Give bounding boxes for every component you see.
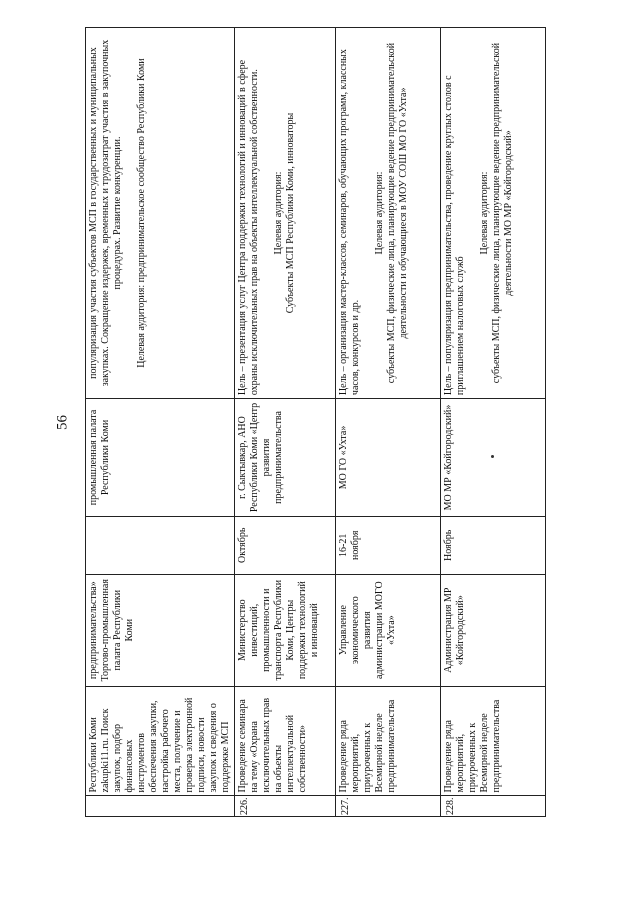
organizer-cell: Администрация МР «Койгородский» xyxy=(441,574,546,686)
place-cell: МО МР «Койгородский» xyxy=(441,399,546,517)
event-cell: Республики Коми zakupki11.ru. Поиск закупок, подбор финансовых инструментов обеспечения закупки, настройка рабочего места, получение и проверка электронной подписи, новости закупок и сведения о поддержке МСП xyxy=(86,686,235,796)
page-number: 56 xyxy=(54,415,71,430)
rotated-page-area xyxy=(85,0,585,905)
event-cell: Проведение семинара на тему «Охрана исключительных прав на объекты интеллектуальной собственности» xyxy=(235,686,336,796)
audience-text: субъекты МСП, физические лица, планирующие ведение предпринимательской деятельности МО МР «Койгородский» xyxy=(491,42,514,384)
goal-text: Цель – организация мастер-классов, семинаров, обучающих программ, классных часов, конкурсов и др. xyxy=(338,49,361,396)
goal-cell xyxy=(441,28,546,399)
organizer-cell: Управление экономического развития администрации МОГО «Ухта» xyxy=(336,574,441,686)
table-row xyxy=(441,28,546,817)
audience-text: Субъекты МСП Республики Коми, инноваторы xyxy=(285,112,296,314)
row-number: 228. xyxy=(441,796,546,817)
date-cell: Ноябрь xyxy=(441,516,546,574)
row-number xyxy=(86,796,235,817)
goal-cell xyxy=(235,28,336,399)
date-cell: Октябрь xyxy=(235,516,336,574)
date-cell: 16-21 ноября xyxy=(336,516,441,574)
organizer-cell: Министерство инвестиций, промышленности и транспорта Республики Коми, Центры поддержки технологий и инноваций xyxy=(235,574,336,686)
place-cell: МО ГО «Ухта» xyxy=(336,399,441,517)
audience-title: Целевая аудитория: xyxy=(374,171,385,255)
event-cell: Проведение ряда мероприятий, приуроченных к Всемирной неделе предпринимательства xyxy=(336,686,441,796)
table-row xyxy=(336,28,441,817)
goal-text: Цель – презентация услуг Центра поддержки технологий и инноваций в сфере охраны исключительных прав на объекты интеллектуальной собственности. xyxy=(237,59,260,396)
event-cell: Проведение ряда мероприятий, приуроченных к Всемирной неделе предпринимательства xyxy=(441,686,546,796)
place-cell: г. Сыктывкар, АНО Республики Коми «Центр развития предпринимательства xyxy=(235,399,336,517)
table-row xyxy=(235,28,336,817)
place-cell: промышленная палата Республики Коми xyxy=(86,399,235,517)
organizer-cell xyxy=(86,574,235,686)
goal-cell xyxy=(336,28,441,399)
organizer-text-2: Торгово-промышленная палата Республики Коми xyxy=(100,579,135,682)
audience-text: субъекты МСП, физические лица, планирующие ведение предпринимательской деятельности и обучающиеся в МОУ СОШ МО ГО «Ухта» xyxy=(386,42,409,384)
table-row xyxy=(86,28,235,817)
audience-title: Целевая аудитория: xyxy=(273,171,284,255)
audience-text: Целевая аудитория: предпринимательское сообщество Республики Коми xyxy=(136,58,147,368)
events-table xyxy=(85,27,546,817)
date-cell xyxy=(86,516,235,574)
audience-title: Целевая аудитория: xyxy=(479,171,490,255)
row-number: 227. xyxy=(336,796,441,817)
goal-cell xyxy=(86,28,235,399)
goal-text: Цель – популяризация предпринимательства, проведение круглых столов с приглашением налоговых служб xyxy=(443,75,466,396)
organizer-text: предпринимательства» xyxy=(88,581,99,680)
table-rotator xyxy=(85,0,585,905)
row-number: 226. xyxy=(235,796,336,817)
goal-text: популяризация участия субъектов МСП в государственных и муниципальных закупках. Сокращение издержек, временных и трудозатрат участия в закупочных процедурах. Развитие конкуренции. xyxy=(88,39,123,387)
